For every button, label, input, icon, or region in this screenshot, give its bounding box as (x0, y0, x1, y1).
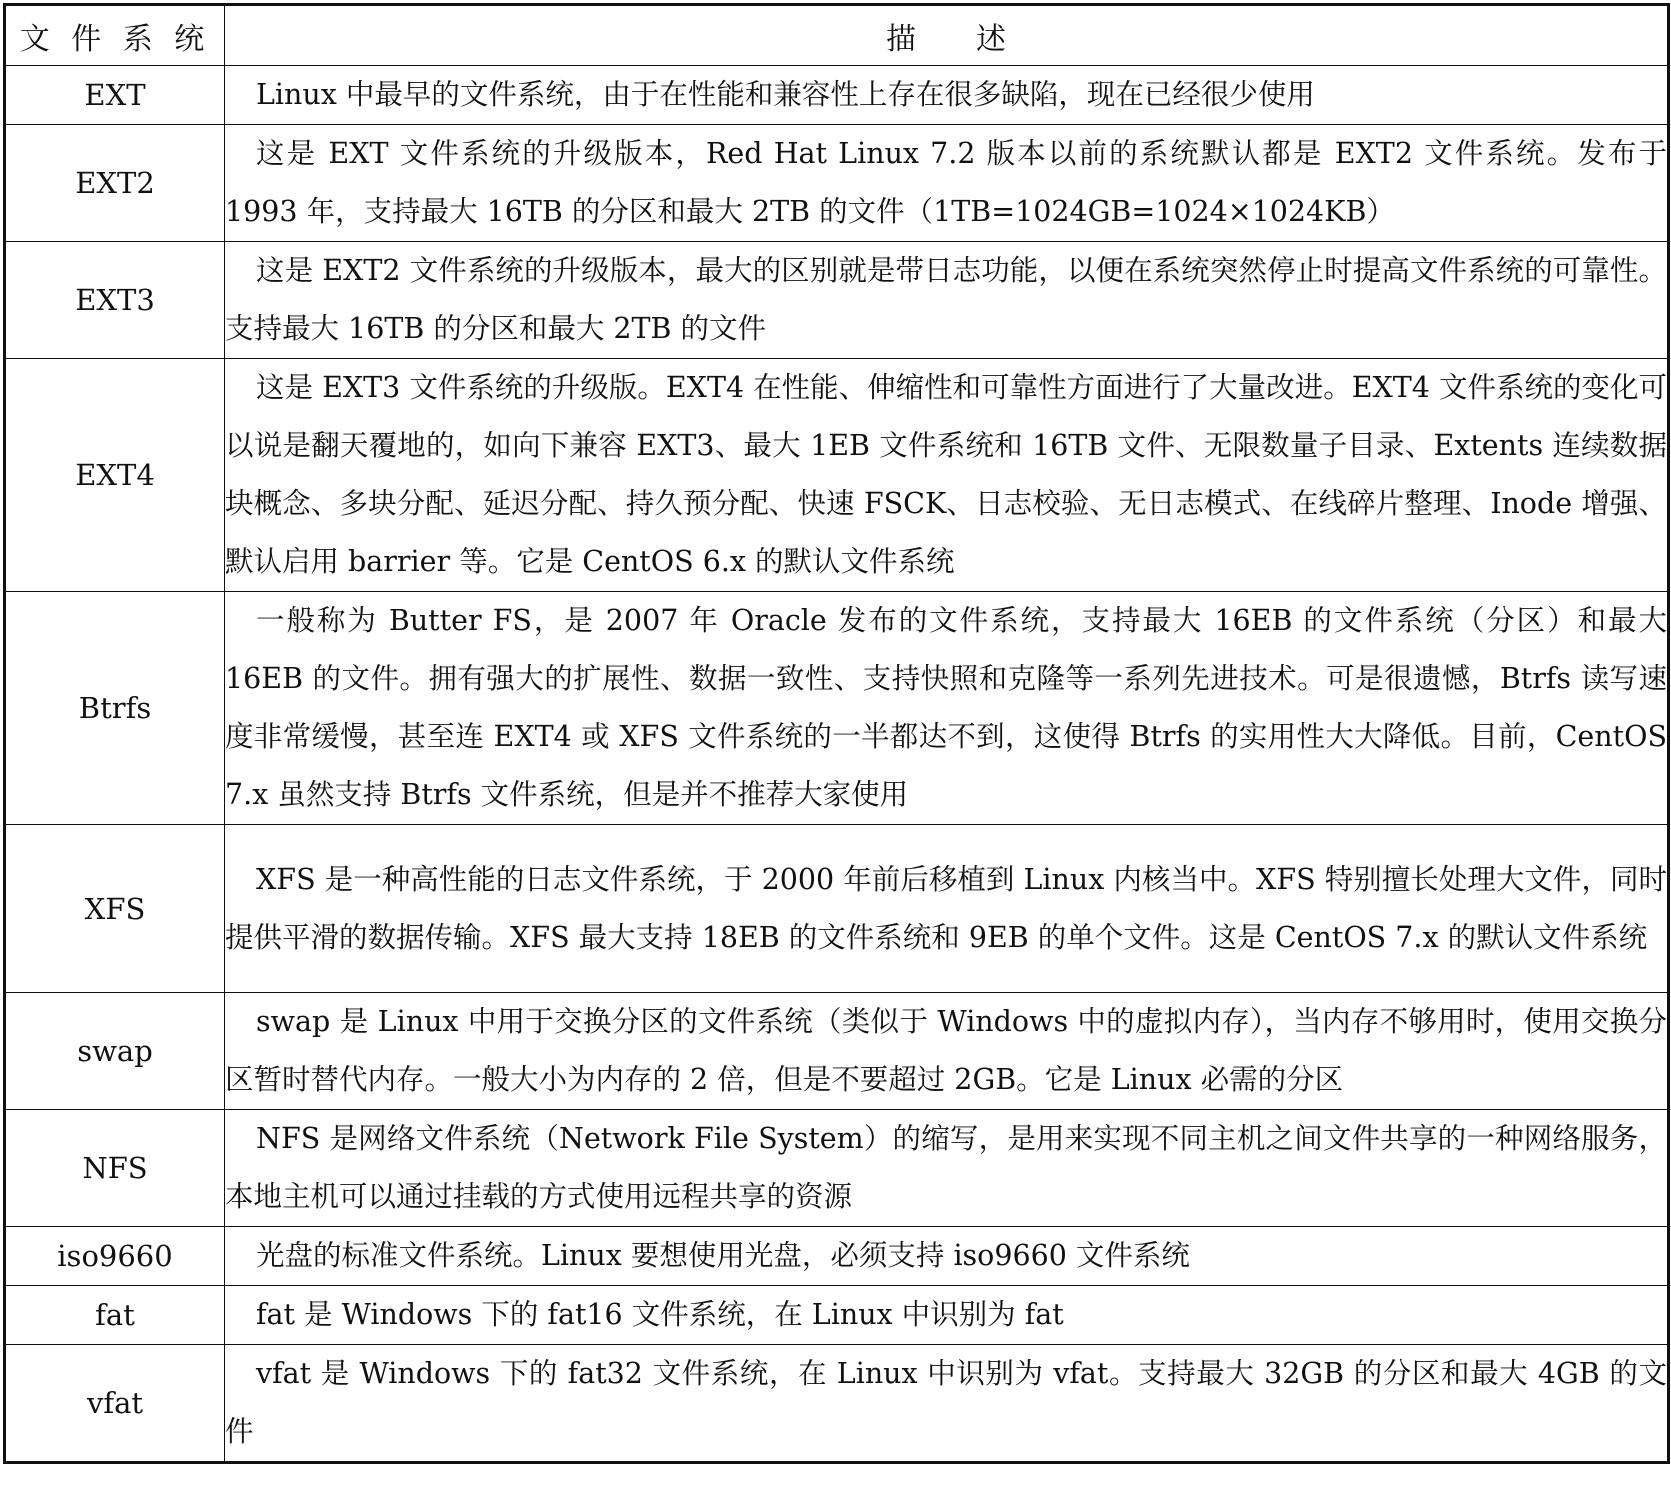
filesystem-description: 一般称为 Butter FS，是 2007 年 Oracle 发布的文件系统，支持最大 16EB 的文件系统（分区）和最大 16EB 的文件。拥有强大的扩展性、数据一致性、支持快照和克隆等一系列先进技术。可是很遗憾，Btrfs 读写速度非常缓慢，甚至连 EXT4 或 XFS 文件系统的一半都达不到，这使得 Btrfs 的实用性大大降低。目前，CentOS 7.x 虽然支持 Btrfs 文件系统，但是并不推荐大家使用 (225, 592, 1669, 825)
filesystem-name: iso9660 (5, 1227, 225, 1286)
filesystem-name: EXT4 (5, 359, 225, 592)
filesystem-table (3, 3, 1670, 1464)
table-row (5, 1286, 1669, 1345)
filesystem-description: 光盘的标准文件系统。Linux 要想使用光盘，必须支持 iso9660 文件系统 (225, 1227, 1669, 1286)
filesystem-name: XFS (5, 825, 225, 993)
filesystem-name: EXT2 (5, 125, 225, 242)
filesystem-description: NFS 是网络文件系统（Network File System）的缩写，是用来实现不同主机之间文件共享的一种网络服务，本地主机可以通过挂载的方式使用远程共享的资源 (225, 1110, 1669, 1227)
filesystem-description: 这是 EXT3 文件系统的升级版。EXT4 在性能、伸缩性和可靠性方面进行了大量改进。EXT4 文件系统的变化可以说是翻天覆地的，如向下兼容 EXT3、最大 1EB 文件系统和 16TB 文件、无限数量子目录、Extents 连续数据块概念、多块分配、延迟分配、持久预分配、快速 FSCK、日志校验、无日志模式、在线碎片整理、Inode 增强、默认启用 barrier 等。它是 CentOS 6.x 的默认文件系统 (225, 359, 1669, 592)
filesystem-name: swap (5, 993, 225, 1110)
table-row (5, 592, 1669, 825)
table-row (5, 1110, 1669, 1227)
header-row (5, 5, 1669, 66)
table-row (5, 825, 1669, 993)
table-body (5, 66, 1669, 1463)
table-row (5, 125, 1669, 242)
table-row (5, 993, 1669, 1110)
filesystem-name: Btrfs (5, 592, 225, 825)
filesystem-description: vfat 是 Windows 下的 fat32 文件系统，在 Linux 中识别为 vfat。支持最大 32GB 的分区和最大 4GB 的文件 (225, 1345, 1669, 1463)
header-filesystem: 文 件 系 统 (5, 5, 225, 66)
filesystem-description: XFS 是一种高性能的日志文件系统，于 2000 年前后移植到 Linux 内核当中。XFS 特别擅长处理大文件，同时提供平滑的数据传输。XFS 最大支持 18EB 的文件系统和 9EB 的单个文件。这是 CentOS 7.x 的默认文件系统 (225, 825, 1669, 993)
filesystem-name: fat (5, 1286, 225, 1345)
table-row (5, 359, 1669, 592)
filesystem-description: 这是 EXT2 文件系统的升级版本，最大的区别就是带日志功能，以便在系统突然停止时提高文件系统的可靠性。支持最大 16TB 的分区和最大 2TB 的文件 (225, 242, 1669, 359)
table-row (5, 1227, 1669, 1286)
filesystem-description: swap 是 Linux 中用于交换分区的文件系统（类似于 Windows 中的虚拟内存），当内存不够用时，使用交换分区暂时替代内存。一般大小为内存的 2 倍，但是不要超过 2GB。它是 Linux 必需的分区 (225, 993, 1669, 1110)
filesystem-name: NFS (5, 1110, 225, 1227)
filesystem-description: Linux 中最早的文件系统，由于在性能和兼容性上存在很多缺陷，现在已经很少使用 (225, 66, 1669, 125)
filesystem-name: vfat (5, 1345, 225, 1463)
table-row (5, 1345, 1669, 1463)
table-row (5, 242, 1669, 359)
header-description: 描述 (225, 5, 1669, 66)
filesystem-name: EXT (5, 66, 225, 125)
table-header (5, 5, 1669, 66)
filesystem-description: 这是 EXT 文件系统的升级版本，Red Hat Linux 7.2 版本以前的系统默认都是 EXT2 文件系统。发布于 1993 年，支持最大 16TB 的分区和最大 2TB 的文件（1TB=1024GB=1024×1024KB） (225, 125, 1669, 242)
filesystem-description: fat 是 Windows 下的 fat16 文件系统，在 Linux 中识别为 fat (225, 1286, 1669, 1345)
table-row (5, 66, 1669, 125)
filesystem-name: EXT3 (5, 242, 225, 359)
